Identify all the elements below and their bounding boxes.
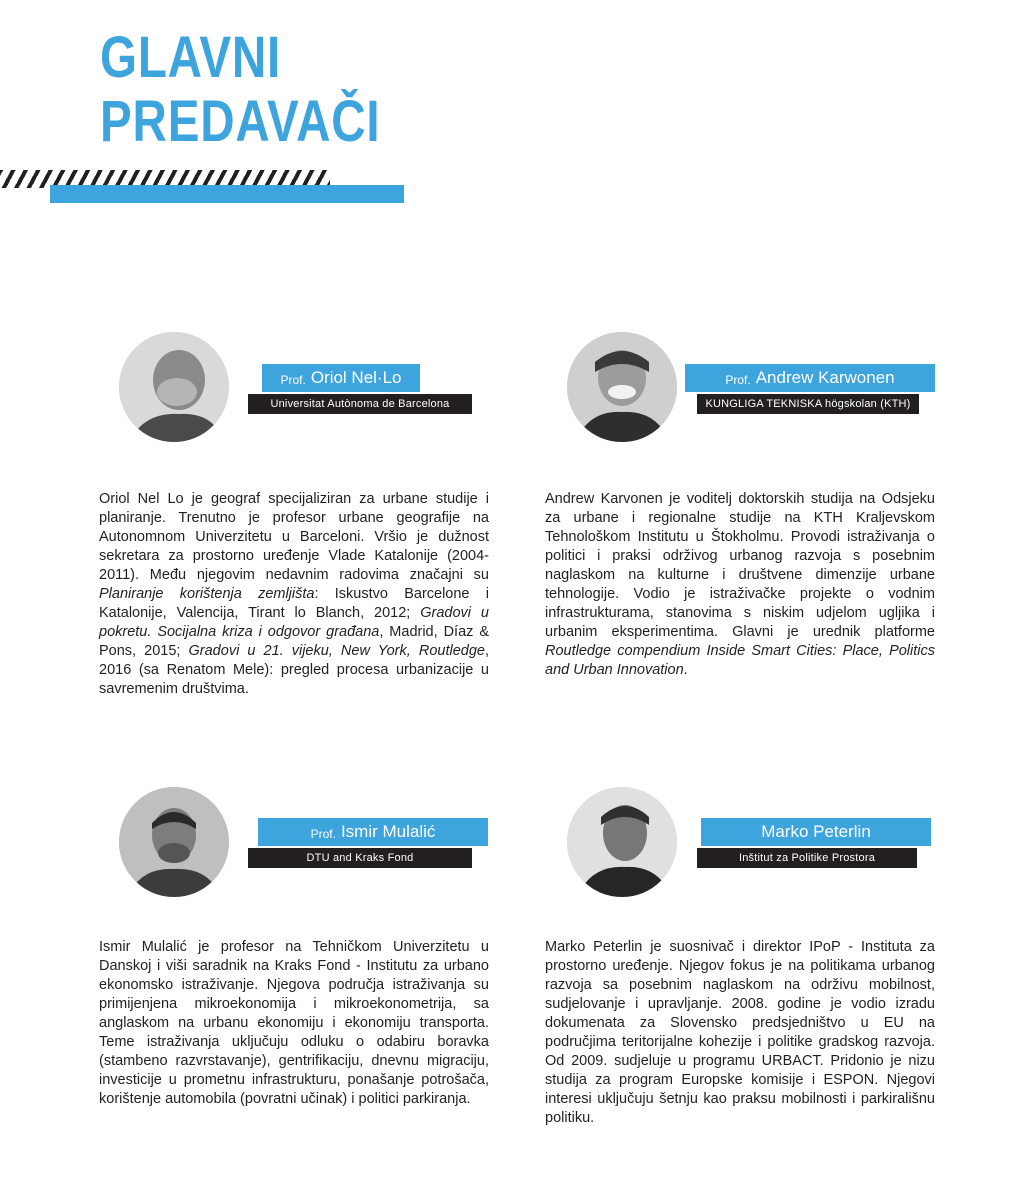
portrait-icon	[567, 787, 677, 897]
speaker-1-name: Oriol Nel·Lo	[310, 368, 402, 387]
bio-segment: : Iskustvo Barcelone i Katalonije, Valencija, Tirant lo Blanch, 2012;	[99, 586, 489, 621]
speaker-1-photo	[119, 332, 229, 442]
speaker-1-bio	[99, 490, 489, 699]
bio-segment: Planiranje korištenja zemljišta	[99, 586, 315, 602]
speaker-1-affiliation: Universitat Autònoma de Barcelona	[248, 394, 472, 414]
speaker-2-photo	[567, 332, 677, 442]
bio-segment: Andrew Karvonen je voditelj doktorskih studija na Odsjeku za urbane i regionalne studije na KTH Kraljevskom Tehnološkom Institutu u Štokholmu. Provodi istraživanja o politici i praksi održivog urbanog razvoja s posebnim naglaskom na kulturne i društvene dimenzije urbane tehnologije. Vodio je istraživačke projekte o vodnim infrastrukturama, stanovima s niskim udjelom ugljika i urbanim eksperimentima. Glavni je urednik platforme	[545, 491, 935, 640]
bio-segment: , 2016 (sa Renatom Mele): pregled procesa urbanizacije u savremenim društvima.	[99, 643, 489, 697]
page-title	[100, 26, 442, 154]
speaker-2-affiliation: KUNGLIGA TEKNISKA högskolan (KTH)	[697, 394, 919, 414]
speaker-4-affiliation: Inštitut za Politike Prostora	[697, 848, 917, 868]
speaker-3-name: Ismir Mulalić	[340, 822, 436, 841]
portrait-icon	[567, 332, 677, 442]
decorative-blue-bar	[50, 185, 404, 203]
speaker-3-affiliation: DTU and Kraks Fond	[248, 848, 472, 868]
bio-segment: Routledge compendium Inside Smart Cities: Place, Politics and Urban Innovation	[545, 643, 935, 678]
bio-segment: , Madrid, Díaz & Pons, 2015;	[99, 624, 490, 659]
bio-segment: Oriol Nel Lo je geograf specijaliziran za urbane studije i planiranje. Trenutno je profesor urbane geografije na Autonomnom Univerzitetu u Barceloni. Vršio je dužnost sekretara za prostorno uređenje Vlade Katalonije (2004-2011). Među njegovim nedavnim radovima značajni su	[99, 491, 489, 583]
speaker-2-name-box	[685, 364, 935, 392]
speaker-2-bio	[545, 490, 935, 680]
speaker-3-prefix: Prof.	[310, 827, 336, 841]
speaker-3-bio	[99, 938, 489, 1109]
speaker-4-name-box	[701, 818, 931, 846]
page-title-line-1: GLAVNI	[100, 25, 282, 90]
bio-segment: Gradovi u pokretu. Socijalna kriza i odgovor građana	[99, 605, 489, 640]
speaker-2-prefix: Prof.	[725, 373, 751, 387]
bio-segment: Gradovi u 21. vijeku, New York, Routledge	[188, 643, 485, 659]
speaker-4-photo	[567, 787, 677, 897]
speaker-4-bio	[545, 938, 935, 1128]
page-title-line-2: PREDAVAČI	[100, 89, 381, 154]
speaker-2-name: Andrew Karwonen	[755, 368, 895, 387]
speaker-4-name: Marko Peterlin	[761, 822, 871, 841]
speaker-3-photo	[119, 787, 229, 897]
speaker-1-name-box	[262, 364, 420, 392]
portrait-icon	[119, 787, 229, 897]
portrait-icon	[119, 332, 229, 442]
bio-segment: .	[683, 662, 688, 678]
bio-segment: Ismir Mulalić je profesor na Tehničkom Univerzitetu u Danskoj i viši saradnik na Kraks Fond - Institutu za urbano ekonomsko istraživanje. Njegova područja istraživanja su primijenjena mikroekonomija i mikroekonometrija, sa anglaskom na urbanu ekonomiju i ekonomiju transporta. Teme istraživanja uključuju odluku o odabiru boravka (stambeno razvrstavanje), gentrifikaciju, dnevnu migraciju, investicije u prometnu infrastrukturu, ponašanje potrošača, korištenje automobila (povratni učinak) i politici parkiranja.	[99, 939, 489, 1107]
bio-segment: Marko Peterlin je suosnivač i direktor IPoP - Instituta za prostorno uređenje. Njegov fokus je na politikama urbanog razvoja sa posebnim naglaskom na održivu mobilnost, sudjelovanje i upravljanje. 2008. godine je vodio izradu dokumenata za Slovensko predsjedništvo u EU na područjima teritorijalne kohezije i politike gradskog razvoja. Od 2009. sudjeluje u programu URBACT. Pridonio je nizu studija za program Europske komisije i ESPON. Njegovi interesi uključuju šetnju kao praksu mobilnosti i parkirališnu politiku.	[545, 939, 935, 1126]
speaker-1-prefix: Prof.	[280, 373, 306, 387]
speaker-3-name-box	[258, 818, 488, 846]
